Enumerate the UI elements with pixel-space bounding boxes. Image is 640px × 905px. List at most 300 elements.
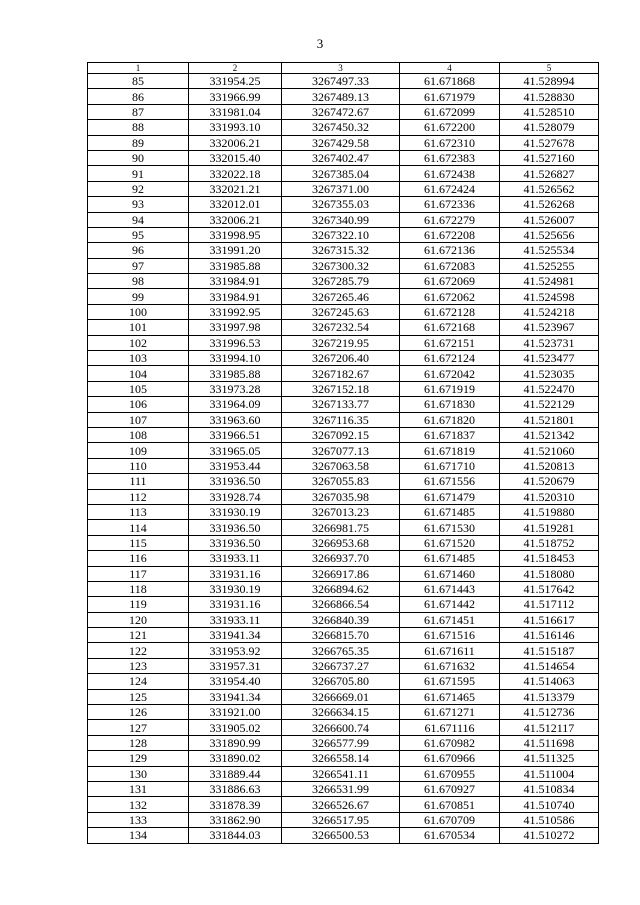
table-cell: 3266600.74 [282,720,400,735]
table-cell: 331985.88 [189,366,282,381]
table-cell: 61.672310 [400,135,500,150]
table-cell: 331994.10 [189,351,282,366]
table-cell: 41.511698 [500,735,599,750]
table-cell: 3267429.58 [282,135,400,150]
table-cell: 3267013.23 [282,504,400,519]
table-cell: 3267265.46 [282,289,400,304]
table-cell: 61.672128 [400,304,500,319]
table-cell: 61.671271 [400,705,500,720]
table-cell: 61.671868 [400,74,500,89]
table-cell: 331930.19 [189,581,282,596]
table-row [88,243,599,258]
column-header-3: 3 [282,63,400,74]
table-cell: 104 [88,366,189,381]
table-cell: 3266737.27 [282,658,400,673]
table-cell: 332022.18 [189,166,282,181]
column-header-2: 2 [189,63,282,74]
table-cell: 331931.16 [189,597,282,612]
table-cell: 331997.98 [189,320,282,335]
table-cell: 61.672200 [400,120,500,135]
table-cell: 61.670966 [400,751,500,766]
table-cell: 332021.21 [189,181,282,196]
table-row [88,427,599,442]
table-cell: 86 [88,89,189,104]
table-row [88,597,599,612]
table-cell: 61.671820 [400,412,500,427]
table-row [88,351,599,366]
table-cell: 61.671116 [400,720,500,735]
table-cell: 41.516146 [500,628,599,643]
table-cell: 41.515187 [500,643,599,658]
table-cell: 41.520679 [500,474,599,489]
table-cell: 331930.19 [189,504,282,519]
table-cell: 90 [88,150,189,165]
table-cell: 61.671530 [400,520,500,535]
table-row [88,474,599,489]
table-row [88,227,599,242]
table-cell: 331981.04 [189,104,282,119]
table-cell: 331998.95 [189,227,282,242]
table-cell: 3267116.35 [282,412,400,427]
table-cell: 41.513379 [500,689,599,704]
table-cell: 331953.44 [189,458,282,473]
table-cell: 41.523477 [500,351,599,366]
table-row [88,520,599,535]
table-cell: 108 [88,427,189,442]
table-cell: 3267472.67 [282,104,400,119]
table-cell: 87 [88,104,189,119]
table-cell: 3267055.83 [282,474,400,489]
table-body [88,74,599,844]
column-header-5: 5 [500,63,599,74]
column-header-1: 1 [88,63,189,74]
table-cell: 61.670982 [400,735,500,750]
table-row [88,489,599,504]
table-cell: 3266541.11 [282,766,400,781]
table-cell: 125 [88,689,189,704]
table-cell: 98 [88,274,189,289]
table-cell: 41.514063 [500,674,599,689]
table-cell: 61.671485 [400,504,500,519]
table-cell: 61.671611 [400,643,500,658]
table-cell: 41.528994 [500,74,599,89]
table-row [88,443,599,458]
table-cell: 61.671516 [400,628,500,643]
table-cell: 41.522129 [500,397,599,412]
table-cell: 41.514654 [500,658,599,673]
table-cell: 61.672069 [400,274,500,289]
table-cell: 3267232.54 [282,320,400,335]
table-cell: 41.516617 [500,612,599,627]
table-cell: 61.671443 [400,581,500,596]
table-cell: 41.519880 [500,504,599,519]
table-row [88,366,599,381]
table-row [88,812,599,827]
table-cell: 41.526827 [500,166,599,181]
table-cell: 3267402.47 [282,150,400,165]
table-cell: 3267497.33 [282,74,400,89]
table-cell: 61.672336 [400,197,500,212]
table-cell: 41.526268 [500,197,599,212]
table-cell: 331936.50 [189,474,282,489]
table-row [88,397,599,412]
table-cell: 61.672208 [400,227,500,242]
table-cell: 331931.16 [189,566,282,581]
table-cell: 129 [88,751,189,766]
table-row [88,74,599,89]
table-cell: 93 [88,197,189,212]
table-cell: 41.527678 [500,135,599,150]
table-row [88,258,599,273]
table-cell: 41.521342 [500,427,599,442]
table-cell: 124 [88,674,189,689]
table-row [88,781,599,796]
coordinates-table [87,62,599,844]
table-row [88,720,599,735]
table-cell: 331973.28 [189,381,282,396]
table-cell: 3267322.10 [282,227,400,242]
table-row [88,104,599,119]
table-cell: 3266866.54 [282,597,400,612]
table-cell: 61.672151 [400,335,500,350]
table-cell: 41.527160 [500,150,599,165]
table-cell: 41.528079 [500,120,599,135]
table-cell: 331966.99 [189,89,282,104]
table-cell: 95 [88,227,189,242]
header-row [88,63,599,74]
table-cell: 111 [88,474,189,489]
table-cell: 41.526562 [500,181,599,196]
table-cell: 121 [88,628,189,643]
table-cell: 41.512117 [500,720,599,735]
table-cell: 61.671556 [400,474,500,489]
table-cell: 331878.39 [189,797,282,812]
table-cell: 3267385.04 [282,166,400,181]
table-cell: 3267133.77 [282,397,400,412]
table-cell: 331890.02 [189,751,282,766]
page-number: 3 [316,36,324,51]
table-cell: 61.672168 [400,320,500,335]
table-cell: 3267355.03 [282,197,400,212]
table-cell: 331963.60 [189,412,282,427]
table-cell: 41.510740 [500,797,599,812]
table-cell: 41.523731 [500,335,599,350]
table-cell: 331966.51 [189,427,282,442]
table-cell: 100 [88,304,189,319]
table-cell: 331993.10 [189,120,282,135]
table-row [88,751,599,766]
table-cell: 114 [88,520,189,535]
table-cell: 3267285.79 [282,274,400,289]
table-cell: 99 [88,289,189,304]
table-cell: 109 [88,443,189,458]
table-cell: 41.510586 [500,812,599,827]
table-cell: 41.510272 [500,828,599,843]
table-row [88,658,599,673]
table-cell: 331862.90 [189,812,282,827]
table-cell: 331905.02 [189,720,282,735]
table-cell: 332015.40 [189,150,282,165]
table-cell: 41.520813 [500,458,599,473]
table-cell: 332006.21 [189,212,282,227]
table-cell: 331957.31 [189,658,282,673]
table-cell: 123 [88,658,189,673]
table-cell: 3266937.70 [282,551,400,566]
table-cell: 331928.74 [189,489,282,504]
table-cell: 3266765.35 [282,643,400,658]
table-cell: 3267315.32 [282,243,400,258]
table-cell: 61.670955 [400,766,500,781]
table-cell: 331996.53 [189,335,282,350]
table-cell: 96 [88,243,189,258]
table-cell: 331953.92 [189,643,282,658]
table-row [88,504,599,519]
table-cell: 61.671919 [400,381,500,396]
table-cell: 61.672062 [400,289,500,304]
table-cell: 61.671595 [400,674,500,689]
table-cell: 131 [88,781,189,796]
table-row [88,197,599,212]
table-cell: 61.670709 [400,812,500,827]
table-cell: 331954.25 [189,74,282,89]
table-cell: 331890.99 [189,735,282,750]
table-row [88,797,599,812]
table-cell: 41.526007 [500,212,599,227]
table-cell: 61.671632 [400,658,500,673]
table-cell: 61.671460 [400,566,500,581]
table-cell: 332012.01 [189,197,282,212]
table-cell: 41.510834 [500,781,599,796]
table-row [88,551,599,566]
table-cell: 41.525656 [500,227,599,242]
table-cell: 41.522470 [500,381,599,396]
table-cell: 41.521801 [500,412,599,427]
table-row [88,643,599,658]
table-row [88,828,599,843]
table-row [88,766,599,781]
table-cell: 3267182.67 [282,366,400,381]
table-cell: 3267450.32 [282,120,400,135]
table-cell: 91 [88,166,189,181]
table-row [88,135,599,150]
table-row [88,181,599,196]
table-row [88,304,599,319]
table-cell: 97 [88,258,189,273]
table-cell: 106 [88,397,189,412]
table-cell: 331941.34 [189,628,282,643]
table-cell: 61.671451 [400,612,500,627]
table-row [88,535,599,550]
table-cell: 127 [88,720,189,735]
table-cell: 116 [88,551,189,566]
table-cell: 41.523035 [500,366,599,381]
table-row [88,89,599,104]
table-cell: 331964.09 [189,397,282,412]
table-cell: 41.518080 [500,566,599,581]
table-row [88,612,599,627]
table-row [88,212,599,227]
table-cell: 3267340.99 [282,212,400,227]
table-cell: 41.520310 [500,489,599,504]
table-cell: 41.524218 [500,304,599,319]
table-cell: 41.523967 [500,320,599,335]
table-row [88,689,599,704]
table-cell: 41.517112 [500,597,599,612]
table-cell: 3266840.39 [282,612,400,627]
table-cell: 331941.34 [189,689,282,704]
table-cell: 3266981.75 [282,520,400,535]
table-cell: 3267219.95 [282,335,400,350]
table-cell: 3266500.53 [282,828,400,843]
table-cell: 3266894.62 [282,581,400,596]
table-cell: 92 [88,181,189,196]
table-cell: 331991.20 [189,243,282,258]
table-cell: 3267092.15 [282,427,400,442]
table-cell: 331984.91 [189,274,282,289]
table-cell: 331984.91 [189,289,282,304]
table-cell: 120 [88,612,189,627]
table-cell: 119 [88,597,189,612]
table-cell: 3266815.70 [282,628,400,643]
table-cell: 331985.88 [189,258,282,273]
table-cell: 132 [88,797,189,812]
table-cell: 88 [88,120,189,135]
table-cell: 126 [88,705,189,720]
table-cell: 3267077.13 [282,443,400,458]
table-cell: 41.525255 [500,258,599,273]
table-row [88,628,599,643]
table-cell: 41.512736 [500,705,599,720]
table-cell: 118 [88,581,189,596]
table-cell: 61.672042 [400,366,500,381]
table-cell: 3266558.14 [282,751,400,766]
table-cell: 61.671830 [400,397,500,412]
table-cell: 94 [88,212,189,227]
table-cell: 41.518453 [500,551,599,566]
table-cell: 3267152.18 [282,381,400,396]
table-cell: 61.672099 [400,104,500,119]
table-row [88,289,599,304]
table-cell: 115 [88,535,189,550]
table-cell: 134 [88,828,189,843]
table-row [88,120,599,135]
table-cell: 3267489.13 [282,89,400,104]
table-cell: 61.670534 [400,828,500,843]
table-cell: 110 [88,458,189,473]
table-cell: 133 [88,812,189,827]
table-cell: 61.672383 [400,150,500,165]
table-cell: 61.671485 [400,551,500,566]
table-cell: 89 [88,135,189,150]
table-row [88,581,599,596]
table-row [88,674,599,689]
table-row [88,566,599,581]
table-cell: 107 [88,412,189,427]
table-cell: 3266917.86 [282,566,400,581]
table-row [88,458,599,473]
table-cell: 331933.11 [189,612,282,627]
table-cell: 3266669.01 [282,689,400,704]
table-row [88,274,599,289]
table-cell: 41.518752 [500,535,599,550]
table-cell: 331844.03 [189,828,282,843]
table-cell: 41.525534 [500,243,599,258]
table-cell: 61.672083 [400,258,500,273]
table-cell: 331954.40 [189,674,282,689]
table-cell: 61.672136 [400,243,500,258]
table-cell: 61.671979 [400,89,500,104]
table-cell: 61.672438 [400,166,500,181]
table-cell: 103 [88,351,189,366]
table-cell: 61.671520 [400,535,500,550]
table-cell: 61.671465 [400,689,500,704]
table-row [88,335,599,350]
table-cell: 61.672124 [400,351,500,366]
table-cell: 130 [88,766,189,781]
table-cell: 41.517642 [500,581,599,596]
table-row [88,735,599,750]
table-cell: 331933.11 [189,551,282,566]
table-cell: 331992.95 [189,304,282,319]
table-cell: 61.671819 [400,443,500,458]
table-cell: 61.671442 [400,597,500,612]
table-cell: 112 [88,489,189,504]
table-cell: 61.672279 [400,212,500,227]
table-cell: 3266705.80 [282,674,400,689]
table-cell: 85 [88,74,189,89]
table-cell: 3267206.40 [282,351,400,366]
table-cell: 41.524598 [500,289,599,304]
table-cell: 331889.44 [189,766,282,781]
table-cell: 41.528510 [500,104,599,119]
table-cell: 41.511004 [500,766,599,781]
table-cell: 122 [88,643,189,658]
table-cell: 113 [88,504,189,519]
table-cell: 331921.00 [189,705,282,720]
table-row [88,150,599,165]
table-cell: 41.521060 [500,443,599,458]
table-cell: 61.671837 [400,427,500,442]
table-cell: 331936.50 [189,535,282,550]
table-cell: 3267300.32 [282,258,400,273]
table-cell: 3267245.63 [282,304,400,319]
table-cell: 105 [88,381,189,396]
table-cell: 3266531.99 [282,781,400,796]
table-row [88,705,599,720]
table-row [88,320,599,335]
table-cell: 3267371.00 [282,181,400,196]
table-cell: 331936.50 [189,520,282,535]
table-row [88,412,599,427]
table-cell: 61.672424 [400,181,500,196]
table-cell: 3267035.98 [282,489,400,504]
table-cell: 61.671479 [400,489,500,504]
table-cell: 3266634.15 [282,705,400,720]
table-cell: 332006.21 [189,135,282,150]
table-cell: 41.519281 [500,520,599,535]
table-row [88,381,599,396]
table-cell: 61.670851 [400,797,500,812]
table-cell: 3267063.58 [282,458,400,473]
column-header-4: 4 [400,63,500,74]
table-cell: 102 [88,335,189,350]
table-row [88,166,599,181]
table-cell: 128 [88,735,189,750]
table-cell: 117 [88,566,189,581]
table-cell: 331886.63 [189,781,282,796]
table-cell: 61.671710 [400,458,500,473]
table-cell: 3266517.95 [282,812,400,827]
